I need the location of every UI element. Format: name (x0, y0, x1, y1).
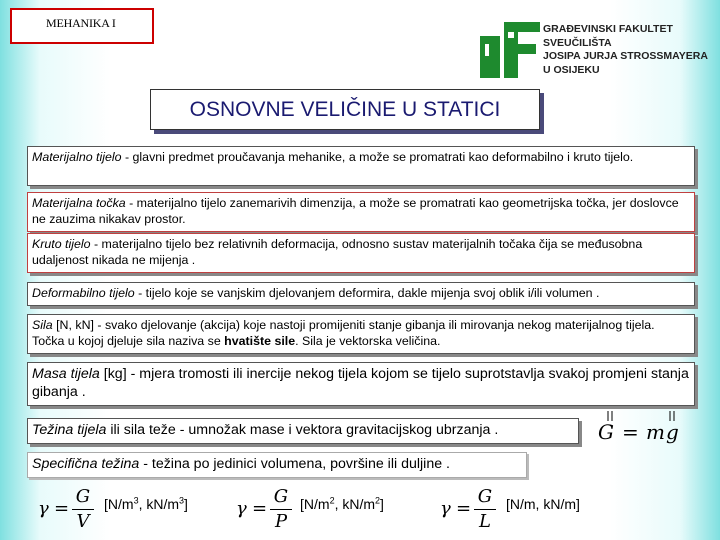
definition-text: - glavni predmet proučavanja mehanike, a može se promatrati kao deformabilno i kruto tijelo. (121, 150, 634, 164)
unit-area (300, 496, 384, 512)
definition-term: Kruto tijelo (32, 237, 91, 251)
definition-specificna-tezina (27, 452, 527, 478)
definition-text: ili sila teže - umnožak mase i vektora gravitacijskog ubrzanja . (106, 422, 499, 438)
fraction-bar (72, 509, 94, 510)
course-tag (10, 8, 154, 44)
definition-term: Specifična težina (32, 456, 140, 472)
definition-term: Deformabilno tijelo (32, 286, 135, 300)
definition-term: Težina tijela (32, 422, 107, 438)
definition-masa-tijela (27, 362, 695, 406)
definition-sila (27, 314, 695, 354)
faculty-line: GRAĐEVINSKI FAKULTET (543, 23, 673, 35)
faculty-name (543, 23, 713, 77)
definition-text: . Sila je vektorska veličina. (295, 334, 441, 348)
page-title-text: OSNOVNE VELIČINE U STATICI (189, 98, 501, 121)
definition-tezina-tijela (27, 418, 579, 444)
definition-text: - materijalno tijelo bez relativnih deformacija, odnosno sustav materijalnih točaka čija se međusobna udaljenost nikada ne mijenja . (32, 237, 643, 267)
gamma-symbol: γ (236, 498, 247, 519)
unit-text: [N/m (104, 496, 134, 512)
unit-text: [N/m (300, 496, 330, 512)
vector-arrow-icon (606, 410, 614, 422)
formula-equals: = (622, 420, 639, 444)
gamma-symbol: γ (38, 498, 49, 519)
unit-text: [N/m, kN/m] (506, 496, 580, 512)
definition-text: - materijalno tijelo zanemarivih dimenzija, a može se promatrati kao geometrijska točka, jer doslovce ne zauzima nikakav prostor. (32, 196, 679, 226)
denominator: V (76, 511, 90, 532)
fraction (270, 486, 292, 533)
gamma-symbol: γ (440, 498, 451, 519)
unit-length (506, 496, 580, 512)
unit-volume (104, 496, 188, 512)
definition-materijalno-tijelo (27, 146, 695, 186)
specific-weight-volume-formula (38, 486, 98, 534)
unit-text: , kN/m (334, 496, 376, 512)
formula-equals: = (252, 498, 268, 519)
denominator: L (479, 511, 491, 532)
definition-text: [kg] - mjera tromosti ili inercije nekog tijela kojom se tijelo suprotstavlja svakoj promjeni stanja gibanja . (32, 366, 689, 400)
faculty-line: SVEUČILIŠTA (543, 36, 612, 49)
definition-materijalna-tocka (27, 192, 695, 232)
unit-text: , kN/m (138, 496, 180, 512)
definition-text: - tijelo koje se vanjskim djelovanjem deformira, dakle mijenja svoj oblik i/ili volumen . (134, 286, 600, 300)
formula-G: G (598, 420, 614, 444)
course-label: MEHANIKA I (46, 16, 116, 30)
fraction (72, 486, 94, 533)
definition-term: Materijalno tijelo (32, 150, 122, 164)
numerator: G (75, 486, 91, 507)
definition-term: Sila (32, 318, 53, 332)
definition-text: - težina po jedinici volumena, površine ili duljine . (139, 456, 450, 472)
definition-bold-term: hvatište sile (224, 334, 296, 348)
specific-weight-area-formula (236, 486, 296, 534)
vector-arrow-icon (668, 410, 676, 422)
faculty-logo-icon (480, 22, 540, 78)
formula-m: m (646, 420, 665, 444)
numerator: G (273, 486, 289, 507)
definition-term: Materijalna točka (32, 196, 126, 210)
definition-term: Masa tijela (32, 366, 100, 382)
formula-equals: = (54, 498, 70, 519)
definition-deformabilno-tijelo (27, 282, 695, 306)
unit-text: ] (380, 496, 384, 512)
formula-g: g (666, 420, 679, 444)
unit-text: ] (184, 496, 188, 512)
unit-exponent: 2 (329, 495, 335, 506)
unit-exponent: 3 (133, 495, 139, 506)
unit-exponent: 3 (179, 495, 185, 506)
fraction-bar (270, 509, 292, 510)
fraction-bar (474, 509, 496, 510)
numerator: G (477, 486, 493, 507)
page-title (150, 89, 540, 130)
weight-formula (596, 410, 684, 448)
specific-weight-length-formula (440, 486, 500, 534)
definition-kruto-tijelo (27, 233, 695, 273)
unit-exponent: 2 (375, 495, 381, 506)
faculty-line: JOSIPA JURJA STROSSMAYERA (543, 50, 708, 62)
formula-equals: = (456, 498, 472, 519)
fraction (474, 486, 496, 533)
definition-text: [N, kN] - svako djelovanje (akcija) koje nastoji promijeniti stanje gibanja ili mirovanja nekog materijalnog tijela. Točka u kojoj djeluje sila naziva se (32, 318, 655, 348)
faculty-line: U OSIJEKU (543, 63, 600, 76)
denominator: P (274, 511, 288, 532)
